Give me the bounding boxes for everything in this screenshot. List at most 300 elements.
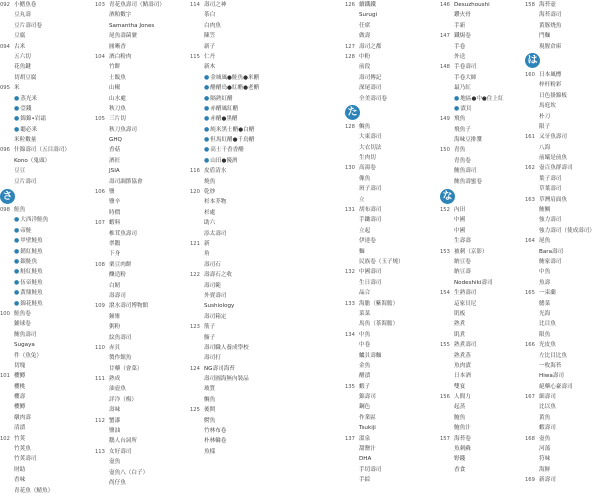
index-entry[interactable]	[0, 73, 80, 83]
index-entry[interactable]	[440, 226, 520, 236]
index-entry[interactable]	[525, 80, 605, 90]
index-entry[interactable]	[95, 436, 175, 446]
index-entry[interactable]	[95, 374, 175, 384]
index-entry[interactable]	[345, 278, 425, 288]
index-entry[interactable]	[95, 208, 175, 218]
index-entry[interactable]	[190, 249, 270, 259]
index-entry[interactable]	[0, 340, 80, 350]
index-entry[interactable]	[190, 94, 270, 104]
entry-label: 純米黑士醋●白醋	[210, 126, 255, 133]
index-entry[interactable]	[190, 301, 270, 311]
index-entry[interactable]	[95, 73, 175, 83]
index-entry[interactable]	[0, 402, 80, 412]
index-entry[interactable]	[345, 382, 425, 392]
index-entry[interactable]	[440, 309, 520, 319]
index-entry[interactable]	[345, 174, 425, 184]
index-entry[interactable]	[345, 236, 425, 246]
index-entry[interactable]	[440, 10, 520, 20]
index-entry[interactable]	[345, 247, 425, 257]
index-entry[interactable]	[0, 83, 80, 93]
index-entry[interactable]	[525, 122, 605, 132]
index-entry[interactable]	[0, 205, 80, 215]
index-entry[interactable]	[95, 301, 175, 311]
index-entry[interactable]	[95, 384, 175, 394]
index-entry[interactable]	[525, 423, 605, 433]
index-entry[interactable]	[345, 371, 425, 381]
index-entry[interactable]	[0, 444, 80, 454]
index-entry[interactable]	[95, 281, 175, 291]
index-entry[interactable]	[0, 10, 80, 20]
index-entry[interactable]	[345, 143, 425, 153]
index-entry[interactable]	[0, 236, 80, 246]
index-entry[interactable]	[440, 114, 520, 124]
index-entry[interactable]	[95, 114, 175, 124]
index-entry[interactable]	[190, 73, 270, 83]
index-entry[interactable]	[0, 454, 80, 464]
index-entry[interactable]	[95, 187, 175, 197]
index-entry[interactable]	[0, 278, 80, 288]
index-entry[interactable]	[525, 361, 605, 371]
index-entry[interactable]	[440, 434, 520, 444]
index-entry[interactable]	[95, 405, 175, 415]
index-entry[interactable]	[525, 174, 605, 184]
entry-label: 新子	[204, 43, 216, 50]
entry-label: 黃豚烧魚	[539, 22, 562, 29]
index-entry[interactable]	[95, 177, 175, 187]
index-entry[interactable]	[440, 267, 520, 277]
index-entry[interactable]	[345, 340, 425, 350]
index-entry[interactable]	[0, 125, 80, 135]
index-entry[interactable]	[345, 475, 425, 485]
index-entry[interactable]	[95, 312, 175, 322]
index-entry[interactable]	[525, 184, 605, 194]
entry-label: 作業區	[359, 414, 376, 421]
index-entry[interactable]	[345, 309, 425, 319]
index-entry[interactable]	[345, 288, 425, 298]
index-entry[interactable]	[190, 384, 270, 394]
index-entry[interactable]	[440, 31, 520, 41]
index-entry[interactable]	[345, 444, 425, 454]
index-entry[interactable]	[525, 382, 605, 392]
index-entry[interactable]	[0, 94, 80, 104]
index-entry[interactable]	[190, 426, 270, 436]
index-entry[interactable]	[440, 257, 520, 267]
index-entry[interactable]	[525, 278, 605, 288]
index-entry[interactable]	[190, 177, 270, 187]
index-entry[interactable]	[190, 229, 270, 239]
index-entry[interactable]	[525, 101, 605, 111]
index-entry[interactable]	[95, 468, 175, 478]
index-entry[interactable]	[95, 166, 175, 176]
index-entry[interactable]	[525, 42, 605, 52]
index-entry[interactable]	[95, 104, 175, 114]
entry-label: 酒粕數字	[109, 12, 132, 19]
index-entry[interactable]	[190, 436, 270, 446]
index-entry[interactable]	[95, 447, 175, 457]
entry-label: 鋼色	[359, 404, 371, 411]
index-entry[interactable]	[190, 125, 270, 135]
index-entry[interactable]	[95, 229, 175, 239]
index-entry[interactable]	[0, 226, 80, 236]
index-entry[interactable]	[440, 73, 520, 83]
index-entry[interactable]	[95, 42, 175, 52]
index-entry[interactable]	[190, 416, 270, 426]
index-entry[interactable]	[440, 402, 520, 412]
index-entry[interactable]	[525, 288, 605, 298]
index-entry[interactable]	[525, 371, 605, 381]
index-entry[interactable]	[190, 260, 270, 270]
index-entry[interactable]	[525, 475, 605, 485]
index-entry[interactable]	[190, 197, 270, 207]
entry-label: 山椒	[109, 85, 121, 92]
index-entry[interactable]	[190, 135, 270, 145]
index-entry[interactable]	[95, 83, 175, 93]
index-entry[interactable]	[525, 226, 605, 236]
index-entry[interactable]	[190, 239, 270, 249]
index-entry[interactable]	[190, 208, 270, 218]
index-entry[interactable]	[190, 0, 270, 10]
index-entry[interactable]	[345, 351, 425, 361]
index-entry[interactable]	[0, 309, 80, 319]
entry-label: 任席	[359, 22, 371, 29]
index-entry[interactable]	[440, 299, 520, 309]
index-entry[interactable]	[95, 31, 175, 41]
page-number: 133	[345, 300, 355, 307]
index-entry[interactable]	[345, 122, 425, 132]
index-entry[interactable]	[0, 52, 80, 62]
entry-label: 鰭菜	[539, 300, 551, 307]
index-entry[interactable]	[95, 135, 175, 145]
index-entry[interactable]	[95, 353, 175, 363]
entry-label: 新	[204, 240, 210, 247]
index-entry[interactable]	[190, 374, 270, 384]
index-entry[interactable]	[0, 330, 80, 340]
index-entry[interactable]	[345, 163, 425, 173]
index-entry[interactable]	[525, 153, 605, 163]
index-entry[interactable]	[0, 247, 80, 257]
index-entry[interactable]	[525, 454, 605, 464]
index-entry[interactable]	[440, 236, 520, 246]
index-entry[interactable]	[190, 145, 270, 155]
entry-label: 酒匠	[109, 157, 121, 164]
index-entry[interactable]	[345, 319, 425, 329]
index-entry[interactable]	[440, 177, 520, 187]
index-entry[interactable]	[0, 486, 80, 496]
index-entry[interactable]	[525, 70, 605, 80]
index-entry[interactable]	[440, 125, 520, 135]
index-entry[interactable]	[345, 94, 425, 104]
index-entry[interactable]	[440, 104, 520, 114]
index-entry[interactable]	[440, 205, 520, 215]
index-entry[interactable]	[440, 319, 520, 329]
index-entry[interactable]	[525, 10, 605, 20]
index-entry[interactable]	[525, 309, 605, 319]
index-entry[interactable]	[95, 125, 175, 135]
entry-label: 鯛魚	[359, 123, 371, 130]
index-entry[interactable]	[440, 278, 520, 288]
index-entry[interactable]	[95, 197, 175, 207]
index-entry[interactable]	[525, 163, 605, 173]
index-entry[interactable]	[345, 132, 425, 142]
index-entry[interactable]	[95, 416, 175, 426]
index-entry[interactable]	[440, 351, 520, 361]
index-entry[interactable]	[345, 73, 425, 83]
index-entry[interactable]	[525, 465, 605, 475]
index-entry[interactable]	[0, 114, 80, 124]
entry-label: 但馬紅醋●千鳥醋	[210, 137, 255, 144]
index-entry[interactable]	[190, 187, 270, 197]
index-entry[interactable]	[0, 0, 80, 10]
index-entry[interactable]	[0, 21, 80, 31]
index-entry[interactable]	[190, 447, 270, 457]
index-entry[interactable]	[345, 361, 425, 371]
index-entry[interactable]	[525, 392, 605, 402]
index-entry[interactable]	[440, 444, 520, 454]
index-entry[interactable]	[525, 402, 605, 412]
index-entry[interactable]	[0, 215, 80, 225]
index-entry[interactable]	[525, 434, 605, 444]
index-entry[interactable]	[345, 402, 425, 412]
index-entry[interactable]	[345, 205, 425, 215]
index-entry[interactable]	[525, 340, 605, 350]
entry-label: 野錢	[454, 456, 466, 463]
index-entry[interactable]	[440, 423, 520, 433]
index-entry[interactable]	[0, 267, 80, 277]
index-entry[interactable]	[345, 195, 425, 205]
index-entry[interactable]	[190, 333, 270, 343]
entry-label: 壽司之神	[204, 2, 227, 8]
index-entry[interactable]	[525, 112, 605, 122]
index-entry[interactable]	[345, 21, 425, 31]
index-entry[interactable]	[190, 166, 270, 176]
index-entry[interactable]	[95, 239, 175, 249]
entry-label: 翠鵝	[109, 240, 121, 247]
index-entry[interactable]	[345, 299, 425, 309]
index-entry[interactable]	[525, 330, 605, 340]
index-entry[interactable]	[345, 62, 425, 72]
entry-label: 壽壽司	[109, 292, 126, 299]
index-entry[interactable]	[345, 83, 425, 93]
index-entry[interactable]	[525, 143, 605, 153]
index-entry[interactable]	[440, 52, 520, 62]
index-entry[interactable]	[440, 135, 520, 145]
index-entry[interactable]	[95, 218, 175, 228]
index-entry[interactable]	[0, 288, 80, 298]
index-entry[interactable]	[345, 215, 425, 225]
index-entry[interactable]	[95, 145, 175, 155]
index-entry[interactable]	[95, 478, 175, 488]
index-entry[interactable]	[345, 31, 425, 41]
index-entry[interactable]	[190, 353, 270, 363]
index-entry[interactable]	[345, 454, 425, 464]
index-entry[interactable]	[190, 83, 270, 93]
index-entry[interactable]	[440, 156, 520, 166]
index-entry[interactable]	[525, 351, 605, 361]
entry-label: 時價	[109, 209, 121, 216]
index-entry[interactable]	[95, 343, 175, 353]
index-entry[interactable]	[190, 114, 270, 124]
index-entry[interactable]	[525, 195, 605, 205]
index-entry[interactable]	[190, 281, 270, 291]
index-entry[interactable]	[190, 312, 270, 322]
page-number: 114	[190, 2, 200, 8]
index-entry[interactable]	[440, 83, 520, 93]
index-entry[interactable]	[345, 42, 425, 52]
index-entry[interactable]	[190, 395, 270, 405]
index-entry[interactable]	[440, 62, 520, 72]
index-entry[interactable]	[440, 42, 520, 52]
index-entry[interactable]	[190, 156, 270, 166]
index-entry[interactable]	[525, 299, 605, 309]
index-entry[interactable]	[0, 423, 80, 433]
index-entry[interactable]	[525, 413, 605, 423]
index-entry[interactable]	[440, 94, 520, 104]
index-entry[interactable]	[525, 236, 605, 246]
index-entry[interactable]	[525, 257, 605, 267]
index-entry[interactable]	[525, 267, 605, 277]
index-entry[interactable]	[95, 52, 175, 62]
index-entry[interactable]	[0, 104, 80, 114]
index-entry[interactable]	[345, 0, 425, 10]
index-entry[interactable]	[95, 333, 175, 343]
index-entry[interactable]	[525, 91, 605, 101]
bullet-icon: ●	[14, 216, 20, 224]
entry-label: 醋漬	[359, 373, 371, 380]
index-entry[interactable]	[525, 205, 605, 215]
index-entry[interactable]	[190, 270, 270, 280]
index-entry[interactable]	[525, 0, 605, 10]
index-entry[interactable]	[440, 21, 520, 31]
index-entry[interactable]	[0, 382, 80, 392]
index-entry[interactable]	[525, 31, 605, 41]
index-entry[interactable]	[0, 156, 80, 166]
index-entry[interactable]	[345, 423, 425, 433]
index-entry[interactable]	[0, 319, 80, 329]
entry-label: 壽司傳記	[359, 74, 382, 81]
index-entry[interactable]	[0, 371, 80, 381]
index-entry[interactable]	[95, 364, 175, 374]
index-entry[interactable]	[345, 10, 425, 20]
index-entry[interactable]	[0, 361, 80, 371]
index-entry[interactable]	[0, 62, 80, 72]
index-entry[interactable]	[345, 392, 425, 402]
index-entry[interactable]	[0, 351, 80, 361]
index-entry[interactable]	[95, 426, 175, 436]
index-entry[interactable]	[95, 21, 175, 31]
index-entry[interactable]	[440, 166, 520, 176]
index-entry[interactable]	[0, 42, 80, 52]
index-entry[interactable]	[525, 319, 605, 329]
index-entry[interactable]	[440, 247, 520, 257]
index-entry[interactable]	[345, 267, 425, 277]
index-entry[interactable]	[95, 457, 175, 467]
index-entry[interactable]	[95, 291, 175, 301]
index-entry[interactable]	[345, 226, 425, 236]
index-entry[interactable]	[0, 475, 80, 485]
index-entry[interactable]	[440, 340, 520, 350]
index-entry[interactable]	[0, 434, 80, 444]
index-entry[interactable]	[440, 413, 520, 423]
index-entry[interactable]	[0, 31, 80, 41]
index-entry[interactable]	[95, 94, 175, 104]
index-entry[interactable]	[0, 135, 80, 145]
index-entry[interactable]	[0, 465, 80, 475]
index-entry[interactable]	[95, 322, 175, 332]
index-entry[interactable]	[0, 257, 80, 267]
entry-label: 草葉壽司	[539, 186, 562, 193]
index-entry[interactable]	[440, 0, 520, 10]
index-entry[interactable]	[0, 166, 80, 176]
index-entry[interactable]	[190, 31, 270, 41]
index-entry[interactable]	[95, 395, 175, 405]
index-entry[interactable]	[95, 62, 175, 72]
index-entry[interactable]	[190, 62, 270, 72]
index-entry[interactable]	[440, 215, 520, 225]
index-entry[interactable]	[190, 322, 270, 332]
entry-label: 滾水壽司博物館	[109, 303, 149, 310]
index-entry[interactable]	[440, 361, 520, 371]
index-entry[interactable]	[190, 343, 270, 353]
index-entry[interactable]	[0, 299, 80, 309]
index-entry[interactable]	[345, 153, 425, 163]
entry-label: 女好壽司	[109, 448, 132, 455]
index-entry[interactable]	[0, 145, 80, 155]
index-entry[interactable]	[440, 330, 520, 340]
index-entry[interactable]	[345, 465, 425, 475]
index-entry[interactable]	[0, 413, 80, 423]
index-entry[interactable]	[440, 465, 520, 475]
index-entry[interactable]	[440, 371, 520, 381]
index-entry[interactable]	[95, 10, 175, 20]
index-entry[interactable]	[345, 330, 425, 340]
entry-label: 像魚	[359, 175, 371, 182]
index-entry[interactable]	[345, 257, 425, 267]
index-entry[interactable]	[95, 0, 175, 10]
index-entry[interactable]	[95, 270, 175, 280]
index-entry[interactable]	[440, 145, 520, 155]
index-entry[interactable]	[190, 405, 270, 415]
index-entry[interactable]	[190, 104, 270, 114]
entry-label: 海苔壽司	[539, 12, 562, 19]
index-entry[interactable]	[440, 392, 520, 402]
index-entry[interactable]	[190, 42, 270, 52]
index-entry[interactable]	[345, 413, 425, 423]
index-entry[interactable]	[525, 444, 605, 454]
index-entry[interactable]	[345, 52, 425, 62]
index-entry[interactable]	[95, 249, 175, 259]
entry-label: 鮪鯛	[539, 207, 551, 214]
index-entry[interactable]	[95, 260, 175, 270]
index-entry[interactable]	[525, 247, 605, 257]
index-entry[interactable]	[0, 177, 80, 187]
index-entry[interactable]	[95, 156, 175, 166]
index-entry[interactable]	[440, 382, 520, 392]
index-entry[interactable]	[525, 21, 605, 31]
index-entry[interactable]	[190, 10, 270, 20]
index-entry[interactable]	[440, 288, 520, 298]
index-entry[interactable]	[440, 454, 520, 464]
index-entry[interactable]	[0, 392, 80, 402]
index-entry[interactable]	[345, 434, 425, 444]
index-entry[interactable]	[525, 215, 605, 225]
index-entry[interactable]	[525, 132, 605, 142]
index-entry[interactable]	[190, 218, 270, 228]
index-entry[interactable]	[345, 184, 425, 194]
index-entry[interactable]	[190, 21, 270, 31]
index-entry[interactable]	[190, 52, 270, 62]
index-entry[interactable]	[190, 291, 270, 301]
index-entry[interactable]	[190, 364, 270, 374]
